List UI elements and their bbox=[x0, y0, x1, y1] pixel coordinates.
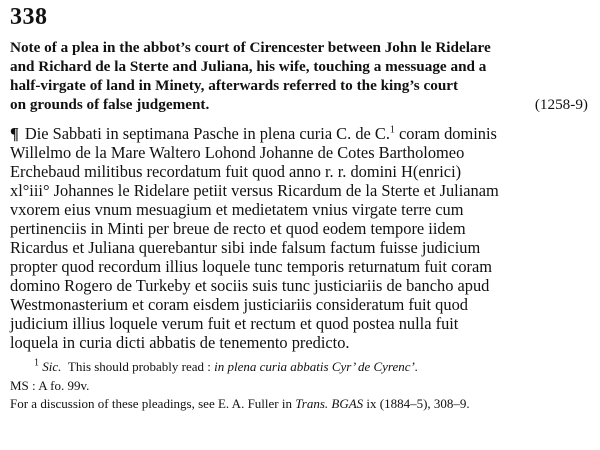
plea-line: xl°iii° Johannes le Ridelare petiit versus Ricardum de la Sterte et Julianam bbox=[10, 181, 499, 200]
heading-line: Note of a plea in the abbot’s court of Cirencester between John le Ridelare bbox=[10, 39, 491, 56]
footnote-reference: 1 bbox=[389, 124, 395, 136]
plea-line: Ricardus et Juliana querebantur sibi inde falsum factum fuisse judicium bbox=[10, 238, 481, 257]
plea-line: vxorem eius vnum mesuagium et medietatem vnius virgate terre cum bbox=[10, 200, 464, 219]
document-page bbox=[10, 4, 588, 413]
plea-text bbox=[10, 124, 588, 352]
ms-value: A fo. 99v. bbox=[38, 378, 90, 393]
entry-number: 338 bbox=[10, 4, 48, 30]
plea-line: propter quod recordum illius loquele tunc temporis returnatum fuit coram bbox=[10, 257, 493, 276]
plea-line-text: coram dominis bbox=[394, 124, 497, 143]
discussion-note bbox=[10, 395, 588, 413]
heading-line: on grounds of false judgement. bbox=[10, 96, 210, 113]
heading-line: half-virgate of land in Minety, afterwards referred to the king’s court bbox=[10, 77, 459, 94]
footnote-text: This should probably read : bbox=[67, 359, 211, 374]
plea-first-line bbox=[10, 124, 588, 143]
footnote-sic: Sic. bbox=[42, 359, 62, 374]
plea-line: pertinenciis in Minti per breue de recto et quod eodem tempore iidem bbox=[10, 219, 466, 238]
plea-line-text: Die Sabbati in septimana Pasche in plena curia C. de C. bbox=[24, 124, 390, 143]
footnote-reading: in plena curia abbatis Cyr’ de Cyrenc’. bbox=[214, 359, 419, 374]
plea-line: domino Rogero de Turkeby et sociis suis tunc justiciariis de bancho apud bbox=[10, 276, 490, 295]
manuscript-reference bbox=[10, 377, 588, 395]
discussion-prefix: For a discussion of these pleadings, see E. A. Fuller in bbox=[10, 396, 292, 411]
discussion-journal: Trans. BGAS bbox=[295, 396, 364, 411]
entry-heading bbox=[10, 38, 588, 114]
footnote bbox=[10, 358, 588, 375]
heading-line: and Richard de la Sterte and Juliana, his wife, touching a messuage and a bbox=[10, 58, 487, 75]
plea-line: Westmonasterium et coram eisdem justiciariis consideratum fuit quod bbox=[10, 295, 468, 314]
plea-line: Erchebaud militibus recordatum fuit quod anno r. r. domini H(enrici) bbox=[10, 162, 462, 181]
plea-line: Willelmo de la Mare Waltero Lohond Johanne de Cotes Bartholomeo bbox=[10, 143, 465, 162]
plea-line: judicium illius loquele verum fuit et rectum et quod postea nulla fuit bbox=[10, 314, 459, 333]
heading-last-line bbox=[10, 95, 588, 114]
heading-date: (1258-9) bbox=[534, 96, 588, 113]
paragraph-mark: ¶ bbox=[10, 124, 19, 143]
discussion-suffix: ix (1884–5), 308–9. bbox=[366, 396, 470, 411]
footnote-number: 1 bbox=[34, 357, 39, 369]
ms-label: MS : bbox=[10, 378, 36, 393]
plea-line: loquela in curia dicti abbatis de tenemento predicto. bbox=[10, 333, 350, 352]
